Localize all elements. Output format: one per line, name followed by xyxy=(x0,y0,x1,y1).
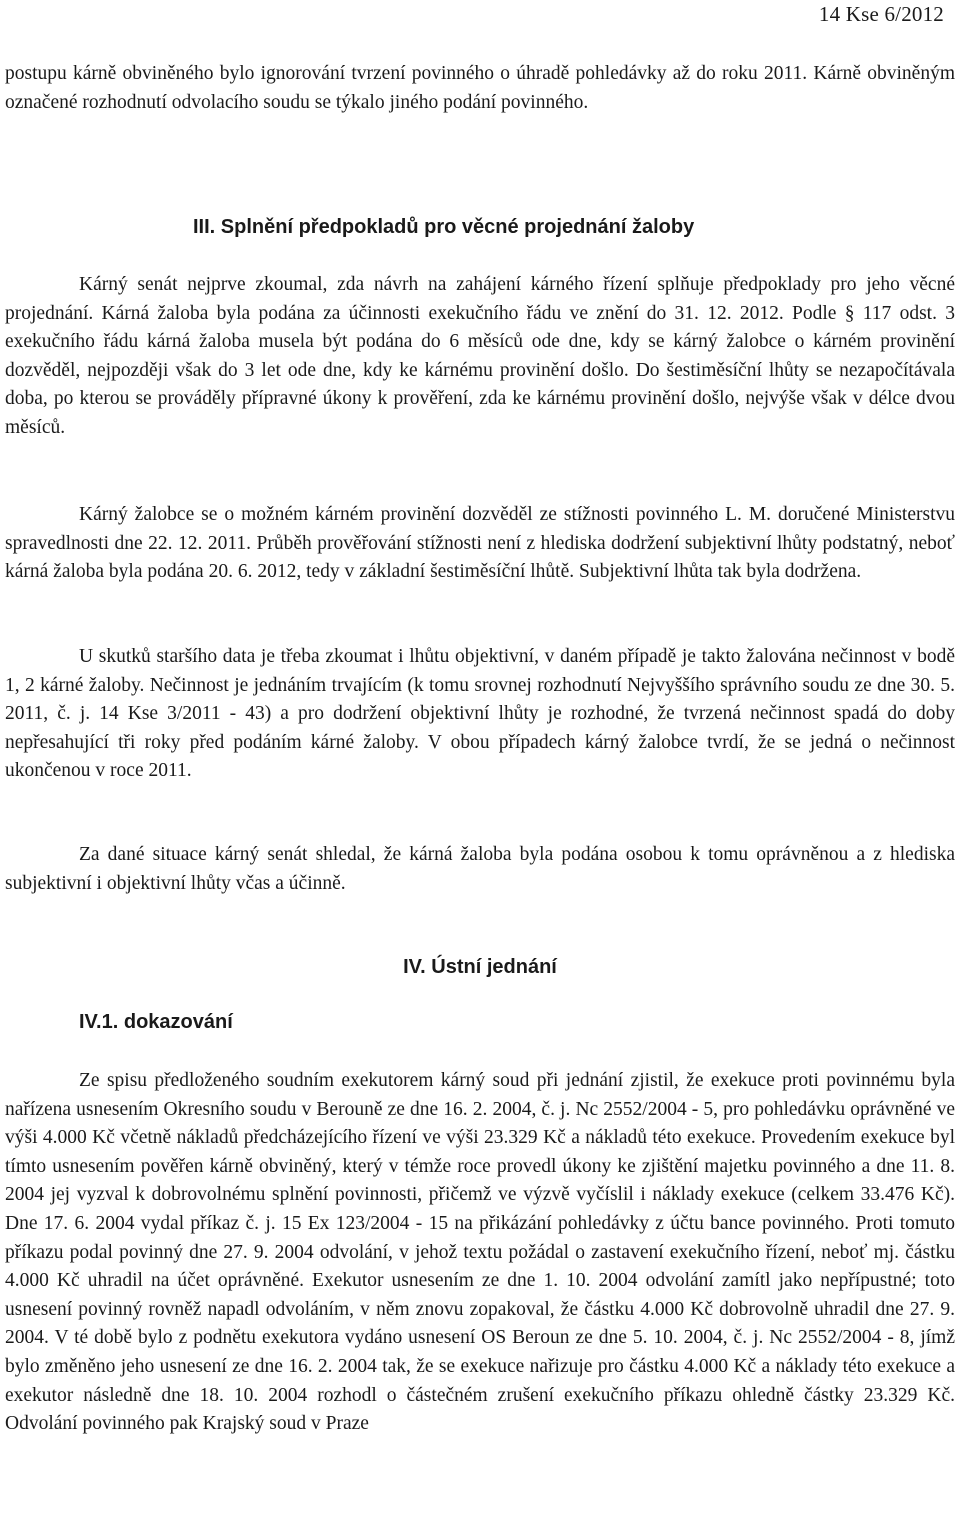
paragraph-evidence: Ze spisu předloženého soudním exekutorem kárný soud při jednání zjistil, že exekuce proti povinnému byla nařízena usnesením Okresního soudu v Berouně ze dne 16. 2. 2004, č. j. Nc 2552/2004 - 5, pro pohledávku oprávněné ve výši 4.000 Kč včetně nákladů předcházejícího řízení ve výši 23.329 Kč a nákladů této exekuce. Provedením exekuce byl tímto usnesením pověřen kárně obviněný, který v témže roce provedl úkony ke zjištění majetku povinného a dne 11. 8. 2004 jej vyzval k dobrovolnému splnění povinnosti, přičemž ve výzvě vyčíslil i náklady exekuce (celkem 33.476 Kč). Dne 17. 6. 2004 vydal příkaz č. j. 15 Ex 123/2004 - 15 na přikázání pohledávky z účtu bance povinného. Proti tomuto příkazu podal povinný dne 27. 9. 2004 odvolání, v jehož textu požádal o zastavení exekučního řízení, neboť mj. částku 4.000 Kč uhradil na účet oprávněné. Exekutor usnesením ze dne 1. 10. 2004 odvolání zamítl jako nepřípustné; toto usnesení povinný rovněž napadl odvoláním, v něm znovu zopakoval, že částku 4.000 Kč dobrovolně uhradil dne 27. 9. 2004. V té době bylo z podnětu exekutora vydáno usnesení OS Beroun ze dne 5. 10. 2004, č. j. Nc 2552/2004 - 8, jímž bylo změněno jeho usnesení ze dne 16. 2. 2004 tak, že se exekuce nařizuje pro částku 4.000 Kč a náklady této exekuce a exekutor následně dne 18. 10. 2004 rozhodl o částečném zrušení exekučního příkazu ohledně částky 23.329 Kč. Odvolání povinného pak Krajský soud v Praze xyxy=(5,1070,955,1435)
case-reference: 14 Kse 6/2012 xyxy=(818,2,944,26)
paragraph-continuation: postupu kárně obviněného bylo ignorování tvrzení povinného o úhradě pohledávky až do roku 2011. Kárně obviněným označené rozhodnutí odvolacího soudu se týkalo jiného podání povinného. xyxy=(5,63,955,113)
subsection-heading-iv-1: IV.1. dokazování xyxy=(79,1011,233,1033)
section-heading-iii: III. Splnění předpokladů pro věcné projednání žaloby xyxy=(193,216,695,238)
paragraph-conclusion: Za dané situace kárný senát shledal, že kárná žaloba byla podána osobou k tomu oprávněnou a z hlediska subjektivní i objektivní lhůty včas a účinně. xyxy=(5,844,955,894)
section-heading-iv: IV. Ústní jednání xyxy=(403,956,557,978)
paragraph-time-limits: Kárný senát nejprve zkoumal, zda návrh na zahájení kárného řízení splňuje předpoklady pro jeho věcné projednání. Kárná žaloba byla podána za účinnosti exekučního řádu ve znění do 31. 12. 2012. Podle § 117 odst. 3 exekučního řádu kárná žaloba musela být podána do 6 měsíců ode dne, kdy se kárný žalobce o kárném provinění dozvěděl, nejpozději však do 3 let ode dne, kdy ke kárnému provinění došlo. Do šestiměsíční lhůty se nezapočítávala doba, po kterou se prováděly přípravné úkony k prověření, zda ke kárnému provinění došlo, nejvýše však v délce dvou měsíců. xyxy=(5,274,955,438)
paragraph-objective-limit: U skutků staršího data je třeba zkoumat i lhůtu objektivní, v daném případě je takto žalována nečinnost v bodě 1, 2 kárné žaloby. Nečinnost je jednáním trvajícím (k tomu srovnej rozhodnutí Nejvyššího správního soudu ze dne 30. 5. 2011, č. j. 14 Kse 3/2011 - 43) a pro dodržení objektivní lhůty je rozhodné, že tvrzená nečinnost spadá do doby nepřesahující tři roky před podáním kárné žaloby. V obou případech kárný žalobce tvrdí, že se jedná o nečinnost ukončenou v roce 2011. xyxy=(5,646,955,782)
paragraph-subjective-limit: Kárný žalobce se o možném kárném provinění dozvěděl ze stížnosti povinného L. M. doručené Ministerstvu spravedlnosti dne 22. 12. 2011. Průběh prověřování stížnosti není z hlediska dodržení subjektivní lhůty podstatný, neboť kárná žaloba byla podána 20. 6. 2012, tedy v základní šestiměsíční lhůtě. Subjektivní lhůta tak byla dodržena. xyxy=(5,504,955,583)
